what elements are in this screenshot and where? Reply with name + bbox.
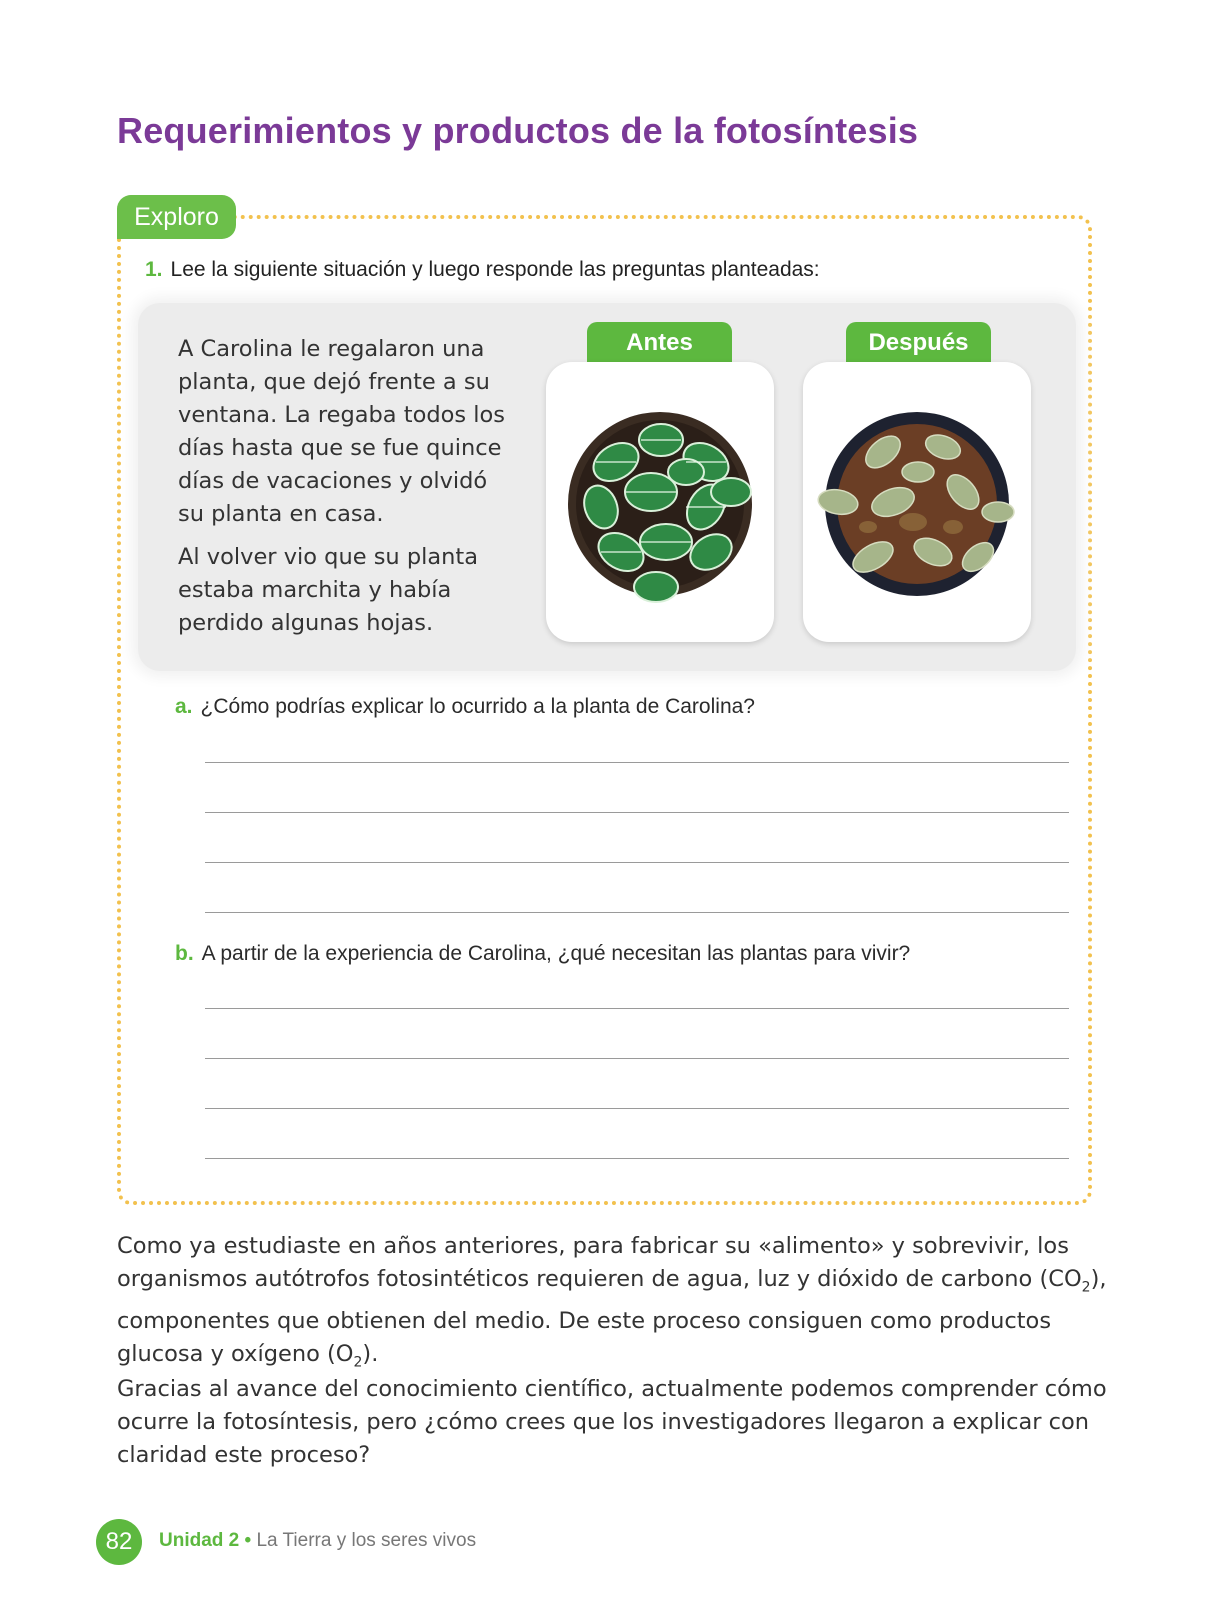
before-photo-card <box>546 362 774 642</box>
page-title: Requerimientos y productos de la fotosíntesis <box>117 110 919 151</box>
question-b-letter: b. <box>175 942 194 965</box>
question-a-text: ¿Cómo podrías explicar lo ocurrido a la planta de Carolina? <box>200 695 755 718</box>
body-p1-part1: Como ya estudiaste en años anteriores, para fabricar su «alimento» y sobrevivir, los organismos autótrofos fotosintéticos requieren de agua, luz y dióxido de carbono (CO <box>117 1233 1082 1292</box>
body-p1-part3: ). <box>362 1340 379 1367</box>
footer-unit-title: La Tierra y los seres vivos <box>256 1530 477 1551</box>
answer-line-a1[interactable] <box>205 762 1069 763</box>
question-a-letter: a. <box>175 695 193 718</box>
instruction-text: Lee la siguiente situación y luego responde las preguntas planteadas: <box>170 258 820 281</box>
answer-line-a4[interactable] <box>205 912 1069 913</box>
question-b <box>175 942 910 966</box>
after-photo-card <box>803 362 1031 642</box>
answer-line-a2[interactable] <box>205 812 1069 813</box>
footer-unit: Unidad 2 <box>159 1530 240 1551</box>
answer-line-a3[interactable] <box>205 862 1069 863</box>
body-p1-part2: ), componentes que obtienen del medio. De este proceso consiguen como productos glucosa y oxígeno (O <box>117 1266 1107 1367</box>
answer-line-b1[interactable] <box>205 1008 1069 1009</box>
footer-unit-info <box>159 1530 476 1552</box>
page-number-badge: 82 <box>96 1519 142 1565</box>
explore-section-tab: Exploro <box>117 195 236 239</box>
question-a <box>175 695 755 719</box>
before-label: Antes <box>587 322 732 362</box>
after-label: Después <box>846 322 991 362</box>
activity-instruction <box>145 258 820 282</box>
footer-separator: • <box>239 1530 257 1551</box>
co2-subscript: 2 <box>1081 1279 1091 1296</box>
question-b-text: A partir de la experiencia de Carolina, ¿qué necesitan las plantas para vivir? <box>201 942 911 965</box>
story-paragraph-2: Al volver vio que su planta estaba marchita y había perdido algunas hojas. <box>178 544 479 636</box>
body-paragraph-1 <box>117 1230 1107 1379</box>
answer-line-b3[interactable] <box>205 1108 1069 1109</box>
activity-number: 1. <box>145 258 163 281</box>
answer-line-b4[interactable] <box>205 1158 1069 1159</box>
answer-line-b2[interactable] <box>205 1058 1069 1059</box>
wilted-plant-image <box>813 392 1021 612</box>
healthy-plant-image <box>556 392 764 612</box>
story-paragraph-1: A Carolina le regalaron una planta, que dejó frente a su ventana. La regaba todos los días hasta que se fue quince días de vacaciones y olvidó su planta en casa. <box>178 336 505 527</box>
o2-subscript: 2 <box>353 1354 363 1370</box>
body-paragraph-2: Gracias al avance del conocimiento científico, actualmente podemos comprender cómo ocurre la fotosíntesis, pero ¿cómo crees que los investigadores llegaron a explicar con claridad este proceso? <box>117 1376 1107 1468</box>
scenario-story <box>178 333 518 650</box>
